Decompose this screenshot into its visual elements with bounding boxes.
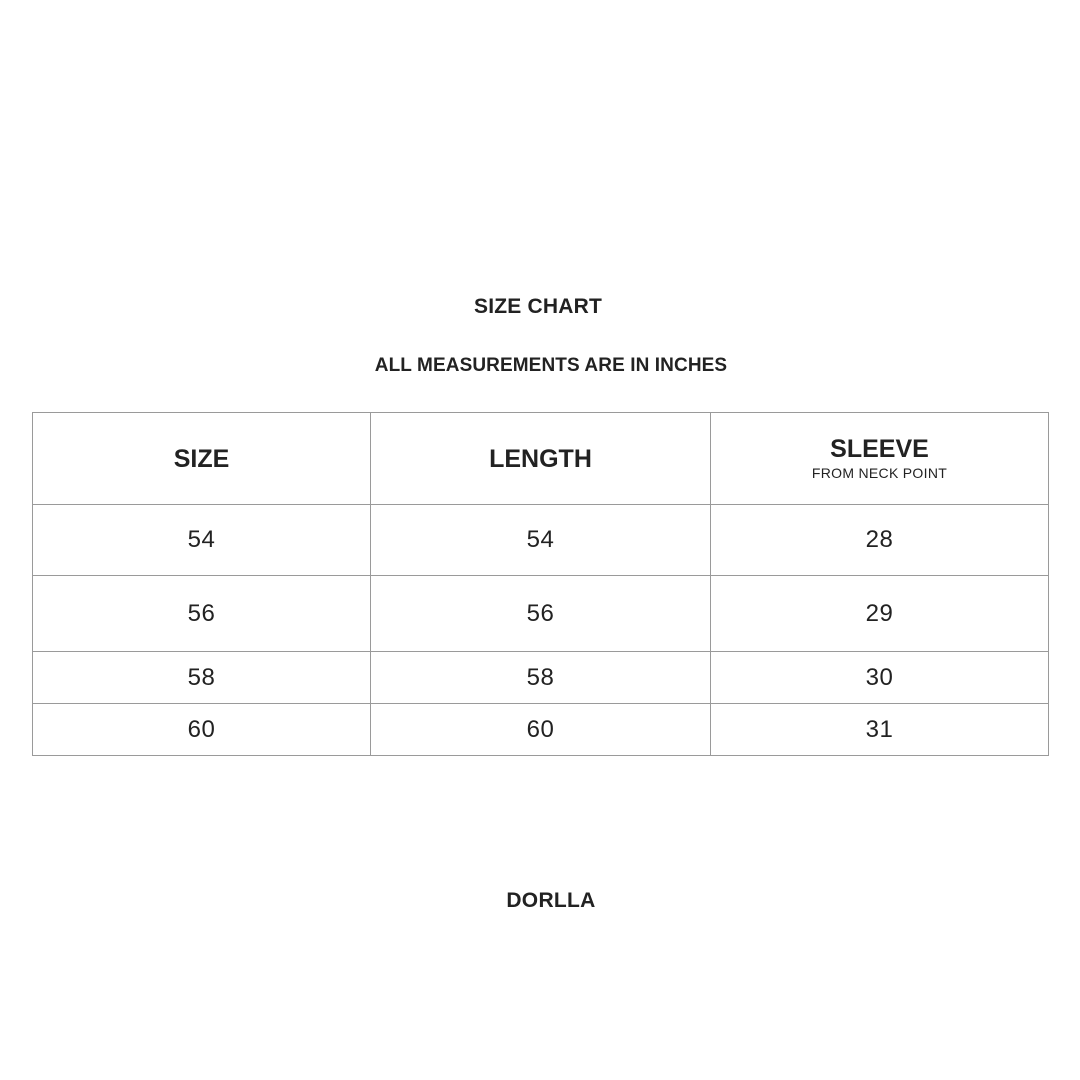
column-header-label: SLEEVE xyxy=(830,434,929,463)
cell-size: 58 xyxy=(33,652,371,704)
cell-length: 54 xyxy=(371,505,711,576)
table-row xyxy=(33,505,1049,576)
table-header-row xyxy=(33,413,1049,505)
units-note: ALL MEASUREMENTS ARE IN INCHES xyxy=(374,355,728,376)
column-header-sleeve xyxy=(711,413,1049,505)
column-header-sublabel: FROM NECK POINT xyxy=(811,464,948,481)
page-title: SIZE CHART xyxy=(474,295,602,318)
cell-sleeve: 29 xyxy=(711,576,1049,652)
cell-length: 56 xyxy=(371,576,711,652)
column-header-length xyxy=(371,413,711,505)
cell-sleeve: 30 xyxy=(711,652,1049,704)
column-header-label: LENGTH xyxy=(489,444,592,473)
cell-length: 60 xyxy=(371,704,711,756)
cell-sleeve: 31 xyxy=(711,704,1049,756)
cell-size: 54 xyxy=(33,505,371,576)
column-header-label: SIZE xyxy=(173,444,230,473)
cell-sleeve: 28 xyxy=(711,505,1049,576)
cell-size: 56 xyxy=(33,576,371,652)
table-row xyxy=(33,704,1049,756)
brand-name: DORLLA xyxy=(506,889,596,912)
table-row xyxy=(33,652,1049,704)
table-row xyxy=(33,576,1049,652)
column-header-size xyxy=(33,413,371,505)
cell-size: 60 xyxy=(33,704,371,756)
size-table xyxy=(32,412,1049,756)
cell-length: 58 xyxy=(371,652,711,704)
